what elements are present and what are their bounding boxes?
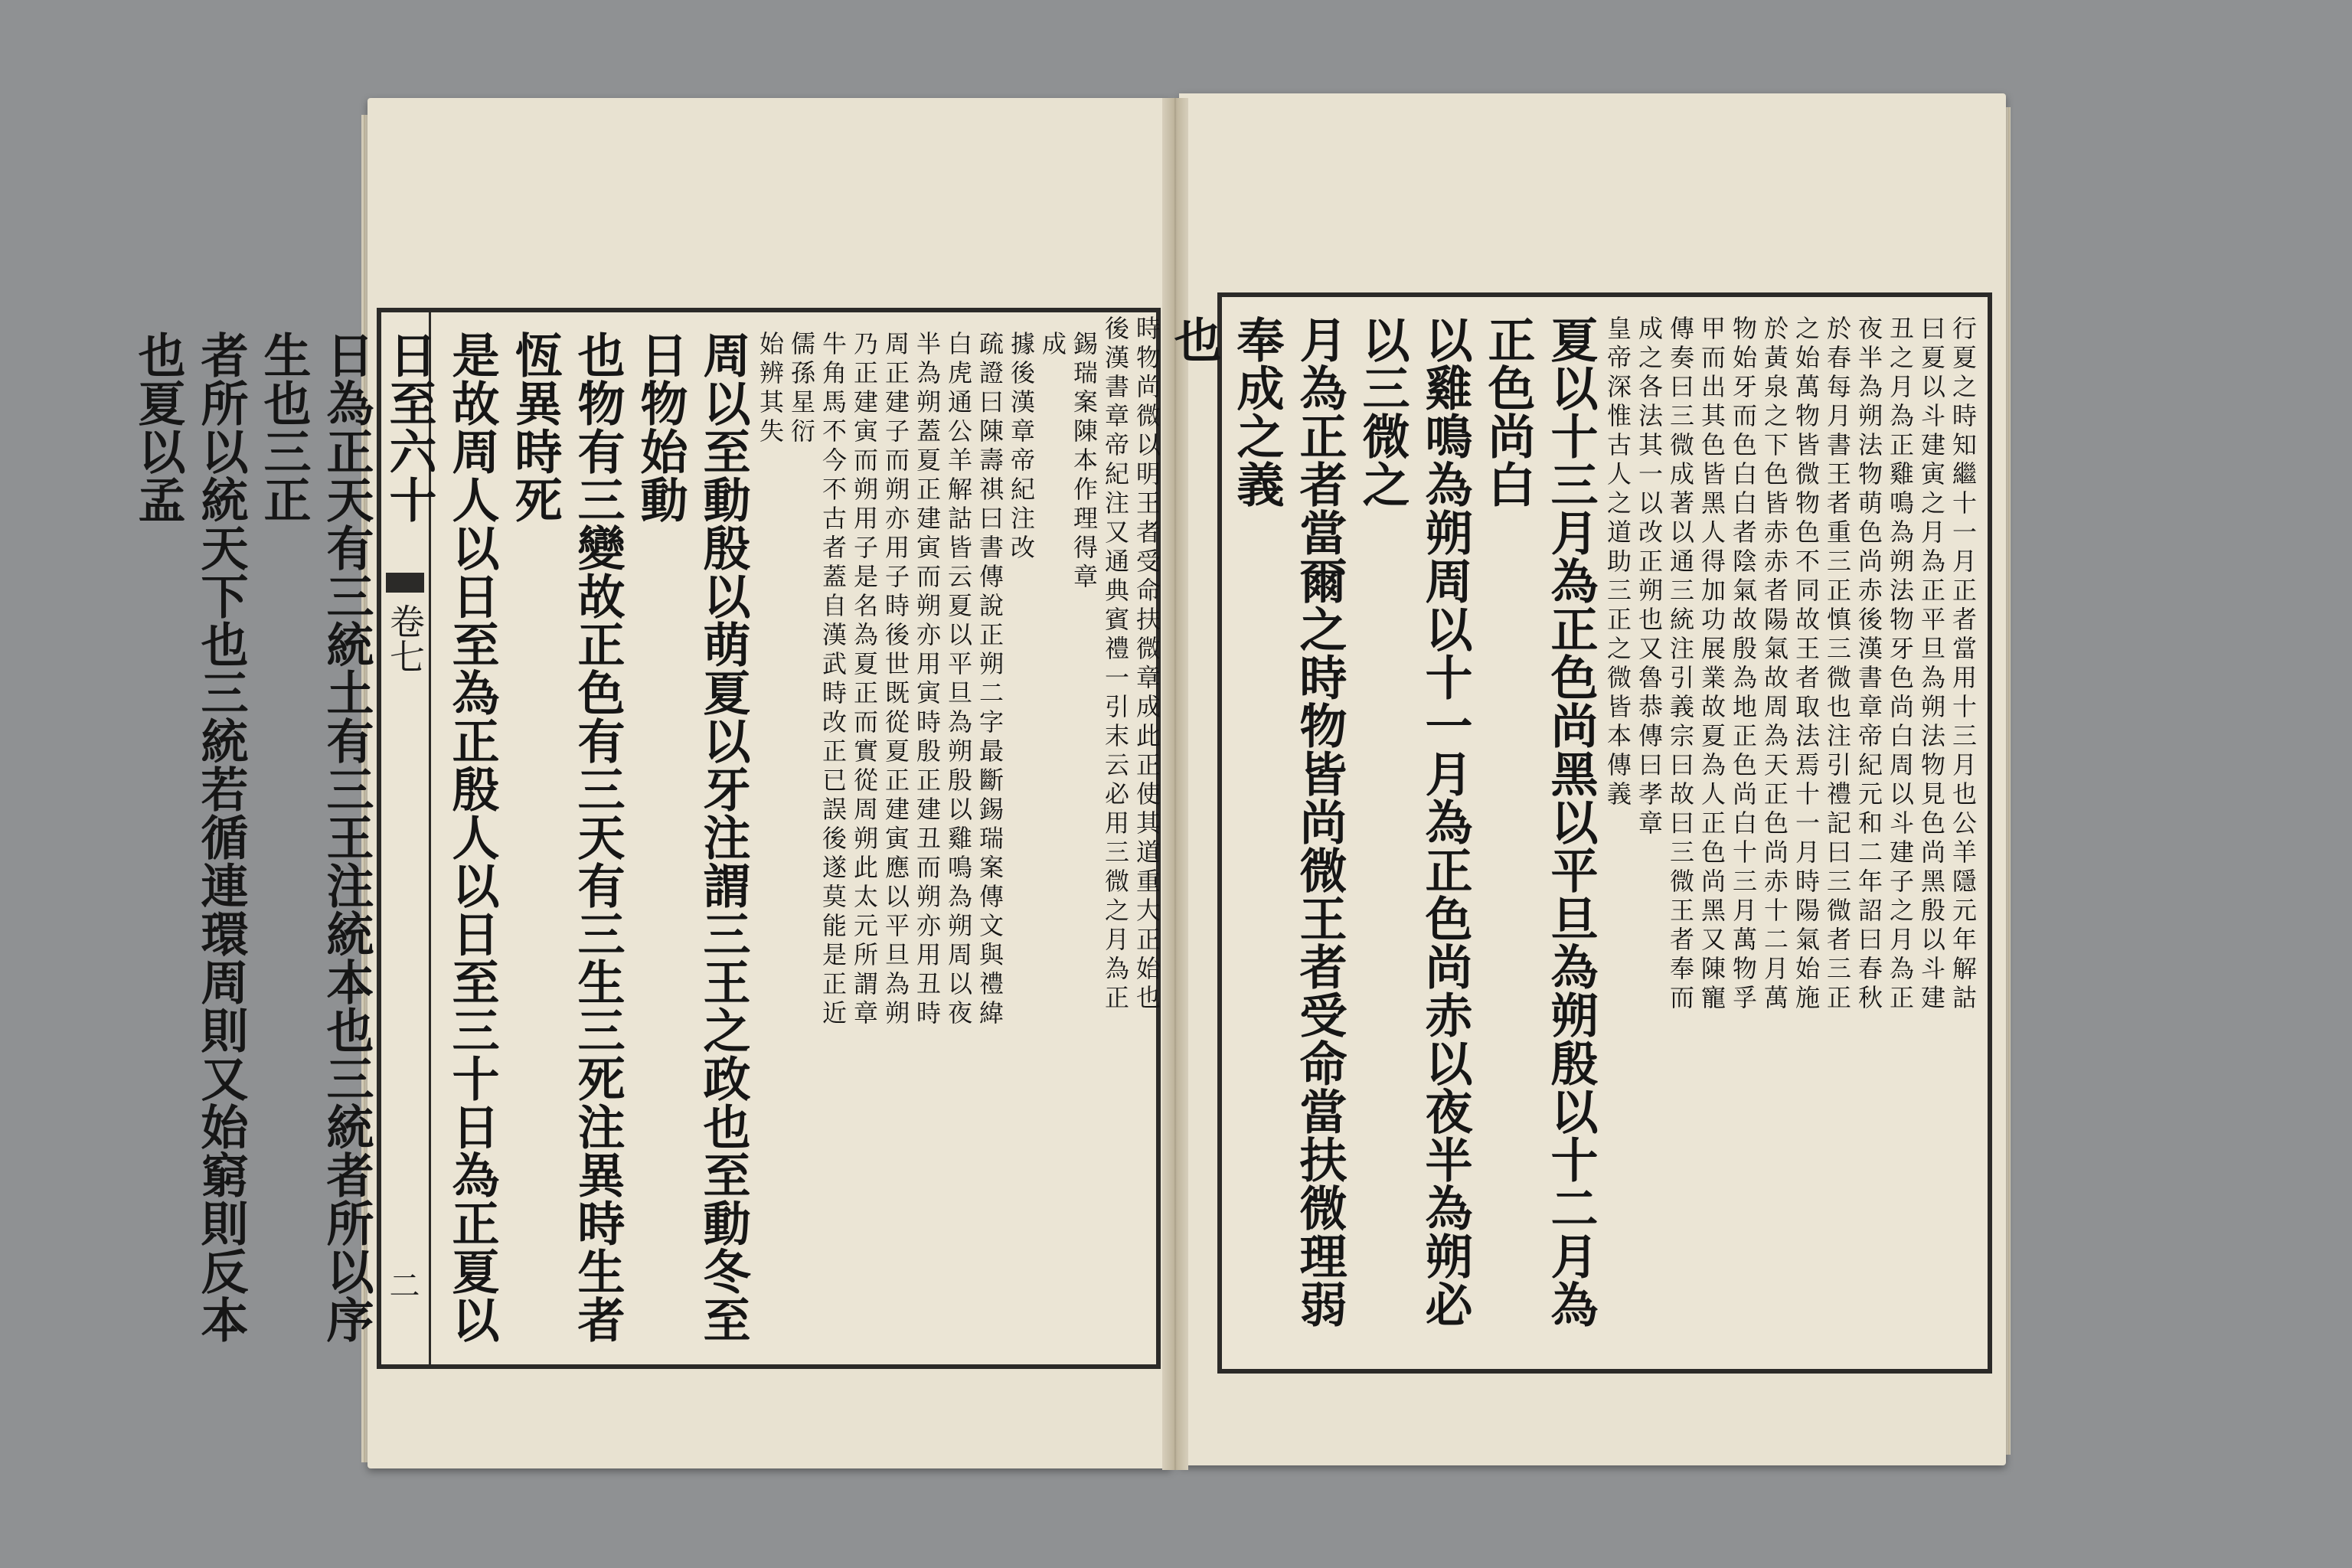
commentary-line: 周正建子而朔亦用子時後世既從夏正建寅應以平旦為朔: [881, 331, 910, 1029]
main-text-column: 以雞鳴為朔周以十一月為正色尚赤以夜半為朔必以三微之: [1354, 315, 1473, 1328]
commentary-line: 皇帝深惟古人之道助三正之微皆本傳義: [1603, 315, 1632, 810]
commentary-line: 錫瑞案陳本作理得章: [1070, 331, 1099, 593]
commentary-column: [880, 331, 942, 1349]
main-text-column: 月為正者當爾之時物皆尚微王者受命當扶微理弱奉成之義: [1229, 315, 1348, 1328]
commentary-column: [1602, 315, 1664, 1349]
main-text-column: 是故周人以日至為正殷人以日至三十日為正夏以日至六十: [381, 331, 500, 1344]
commentary-column: [817, 331, 880, 1349]
commentary-column: [754, 331, 817, 1349]
commentary-line: 於春每月書王者重三正慎三微也注引禮記曰三微者三正: [1823, 315, 1852, 1014]
commentary-column: [1790, 315, 1853, 1349]
mixed-column: [1099, 315, 1225, 1349]
commentary-column: [1727, 315, 1790, 1349]
commentary-line: 之始萬物皆微物色不同故王者取法焉十一月時陽氣始施: [1792, 315, 1821, 1014]
commentary-line: 白虎通公羊解詁皆云夏以平旦為朔殷以雞鳴為朔周以夜: [944, 331, 973, 1029]
left-text-columns: [126, 331, 1099, 1349]
commentary-line: 據後漢章帝紀注改: [1007, 331, 1036, 564]
main-text-column: 也物有三變故正色有三天有三生三死注異時生者恆異時死: [507, 331, 626, 1344]
commentary-line: 夜半為朔法物萌色尚赤後漢書章帝紀元和二年詔曰春秋: [1854, 315, 1883, 1014]
commentary-line: 傳奏曰三微成著以通三統注引義宗曰故曰三微王者奉而: [1666, 315, 1695, 1014]
commentary-line: 成: [1038, 331, 1067, 360]
commentary-line: 成之各法其一以改正朔也又魯恭傳曰孝章: [1635, 315, 1664, 839]
commentary-line: 始辨其失: [756, 331, 785, 447]
commentary-column: [942, 331, 1005, 1349]
commentary-line: 後漢書章帝紀注又通典賓禮一引末云必用三微之月為正: [1101, 315, 1130, 1014]
commentary-line: 物始牙而色白白者陰氣故殷為地正色尚白十三月萬物孚: [1729, 315, 1758, 1014]
commentary-column: [1916, 315, 1978, 1349]
right-printed-block: [1101, 292, 1992, 1374]
commentary-line: 疏證曰陳壽祺曰書傳說正朔二字最斷錫瑞案傳文與禮緯: [975, 331, 1004, 1029]
main-text-column: 周以至動殷以萌夏以牙注謂三王之政也至動冬至日物始動: [632, 331, 751, 1344]
main-text-column: 日為正天有三統土有三王注統本也三統者所以序生也三正: [256, 331, 374, 1344]
left-printed-block: [130, 308, 1161, 1369]
commentary-line: 於黃泉之下色皆赤赤者陽氣故周為天正色尚赤十二月萬: [1760, 315, 1789, 1014]
commentary-line: 曰夏以斗建寅之月為正平旦為朔法物見色尚黑殷以斗建: [1917, 315, 1946, 1014]
commentary-line: 行夏之時知繼十一月正者當用十三月也公羊隱元年解詁: [1949, 315, 1978, 1014]
commentary-line: 牛角馬不今不古者蓋自漢武時改正已誤後遂莫能是正近: [818, 331, 848, 1029]
commentary-column: [1853, 315, 1916, 1349]
right-text-columns: [1099, 315, 1978, 1349]
commentary-line: 乃正建寅而朔用子是名為夏正而實從周朔此太元所謂章: [850, 331, 879, 1029]
main-text-column: 夏以十三月為正色尚黑以平旦為朔殷以十二月為正色尚白: [1480, 315, 1599, 1328]
banxin-folio-number: 二: [384, 1269, 420, 1300]
commentary-column: [1037, 331, 1099, 1349]
banxin-juan-label: 卷七: [384, 603, 426, 674]
commentary-line: 丑之月為正雞鳴為朔法物牙色尚白周以斗建子之月為正: [1886, 315, 1915, 1014]
commentary-column: [1005, 331, 1037, 1349]
commentary-line: 半為朔蓋夏正建寅而朔亦用寅時殷正建丑而朔亦用丑時: [913, 331, 942, 1029]
commentary-line: 儒孫星衍: [787, 331, 816, 447]
commentary-column: [1664, 315, 1727, 1349]
commentary-line: 甲而出其色皆黑人得加功展業故夏為人正色尚黑又陳寵: [1697, 315, 1726, 1014]
commentary-line: 時物尚微以明王者受命扶微章成此正使其道重大正始也: [1132, 315, 1161, 1014]
main-text-char: 也: [1166, 315, 1222, 364]
main-text-column: 者所以統天下也三統若循連環周則又始窮則反本也夏以孟: [130, 331, 249, 1344]
commentary-pair: [1099, 315, 1162, 1349]
